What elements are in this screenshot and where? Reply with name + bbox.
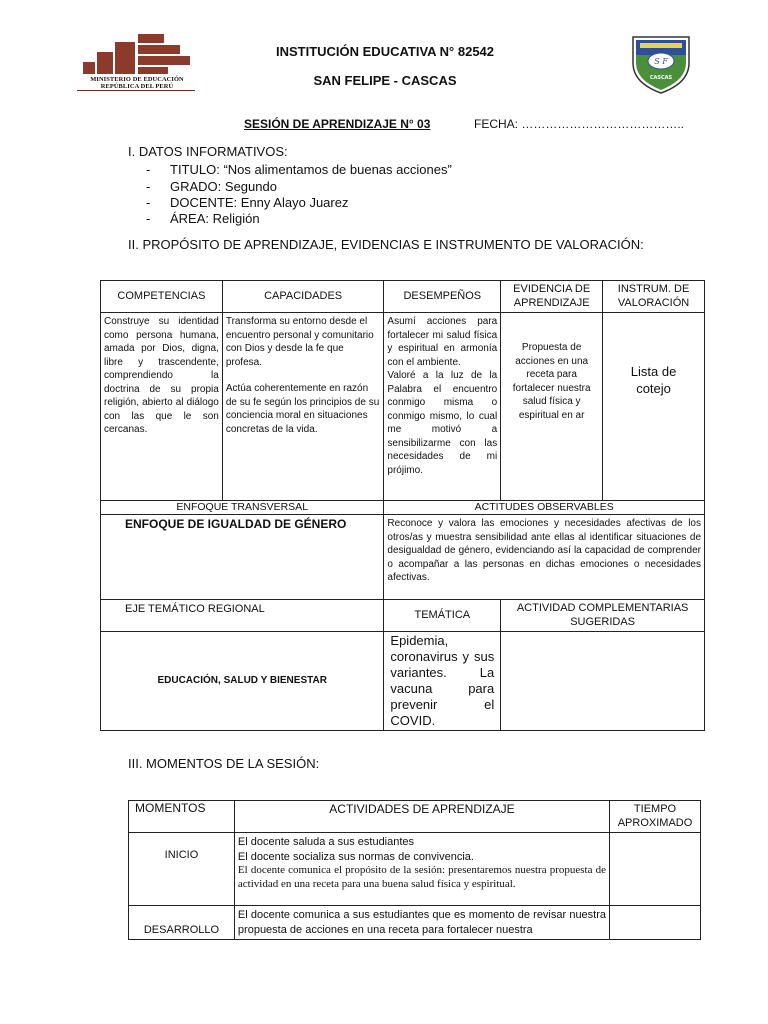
ministry-caption	[75, 76, 199, 90]
inicio-line-1: El docente saluda a sus estudiantes	[237, 836, 415, 848]
enfoque-value: ENFOQUE DE IGUALDAD DE GÉNERO	[101, 515, 384, 600]
emblem-town: CASCAS	[649, 75, 673, 81]
ministry-country: REPÚBLICA DEL PERÚ	[100, 83, 174, 90]
emblem-initials: S F	[654, 57, 668, 66]
capacidad-1: Transforma su entorno desde el encuentro personal y comunitario con Dios y desde la fe que profesa.	[225, 316, 374, 368]
info-area-text: ÁREA: Religión	[170, 211, 260, 226]
actividad-header: ACTIVIDAD COMPLEMENTARIAS SUGERIDAS	[501, 600, 705, 632]
desempeno-2: Valoré a la luz de la Palabra el encuentro conmigo misma o conmigo mismo, lo cual me motivó a sensibilizarme con las necesidades de mi prójimo.	[387, 370, 498, 476]
section-3-heading: III. MOMENTOS DE LA SESIÓN:	[128, 756, 320, 771]
info-teacher: - DOCENTE: Enny Alayo Juarez	[146, 195, 349, 210]
desempeno-1: Asumí acciones para fortalecer mi salud física y espiritual en armonía con el ambiente.	[387, 316, 498, 368]
desarrollo-time	[610, 906, 701, 940]
table-row	[129, 833, 701, 906]
info-teacher-text: DOCENTE: Enny Alayo Juarez	[170, 195, 349, 210]
moments-table	[128, 800, 701, 940]
eje-value: EDUCACIÓN, SALUD Y BIENESTAR	[101, 632, 384, 731]
tematica-header: TEMÁTICA	[384, 600, 501, 632]
desarrollo-activities: El docente comunica a sus estudiantes que es momento de revisar nuestra propuesta de acciones en una receta para fortalecer nuestra	[234, 906, 609, 940]
actitudes-header: ACTITUDES OBSERVABLES	[384, 501, 705, 515]
header-evidencia: EVIDENCIA DE APRENDIZAJE	[501, 281, 603, 313]
ministry-rule	[77, 90, 195, 91]
date-field: FECHA: …………………………………..	[474, 117, 685, 131]
session-title: SESIÓN DE APRENDIZAJE N° 03	[244, 117, 431, 131]
moment-desarrollo: DESARROLLO	[129, 906, 235, 940]
header-desempenos: DESEMPEÑOS	[384, 281, 501, 313]
evidencia-cell: Propuesta de acciones en una receta para fortalecer nuestra salud física y espiritual en ar	[501, 313, 603, 501]
school-place: SAN FELIPE - CASCAS	[313, 73, 457, 88]
header-momentos: MOMENTOS	[129, 801, 235, 833]
inicio-time	[610, 833, 701, 906]
enfoque-header: ENFOQUE TRANSVERSAL	[101, 501, 384, 515]
inicio-activities	[234, 833, 609, 906]
school-name: INSTITUCIÓN EDUCATIVA N° 82542	[275, 44, 495, 59]
header-actividades: ACTIVIDADES DE APRENDIZAJE	[234, 801, 609, 833]
header-instrumento: INSTRUM. DE VALORACIÓN	[603, 281, 705, 313]
instrumento-cell: Lista de cotejo	[603, 313, 705, 501]
purpose-table	[100, 280, 705, 731]
info-area: - ÁREA: Religión	[146, 211, 260, 226]
inicio-line-2: El docente socializa sus normas de convivencia.	[237, 850, 474, 863]
inicio-line-3: El docente comunica el propósito de la sesión: presentaremos nuestra propuesta de actividad en una receta para una buena salud física y espiritual.	[237, 864, 607, 890]
header-tiempo: TIEMPO APROXIMADO	[610, 801, 701, 833]
actitudes-value: Reconoce y valora las emociones y necesidades afectivas de los otros/as y muestra sensibilidad ante ellas al identificar situaciones de desigualdad de género, evidenciando así la capacidad de comprender o acompañar a las personas en dichas emociones o necesidades afectivas.	[384, 515, 705, 600]
info-title: - TITULO: “Nos alimentamos de buenas acciones”	[146, 162, 452, 177]
ministry-name: MINISTERIO DE EDUCACIÓN	[90, 76, 184, 83]
capacidades-cell	[222, 313, 384, 501]
header-capacidades: CAPACIDADES	[222, 281, 384, 313]
section-2-heading: II. PROPÓSITO DE APRENDIZAJE, EVIDENCIAS E INSTRUMENTO DE VALORACIÓN:	[128, 237, 644, 252]
competencia-cell: Construye su identidad como persona humana, amada por Dios, digna, libre y trascendente, comprendiendo la doctrina de su propia religión, abierto al diálogo con las que le son cercanas.	[101, 313, 223, 501]
info-grade: - GRADO: Segundo	[146, 179, 277, 194]
info-grade-text: GRADO: Segundo	[170, 179, 277, 194]
school-emblem-icon	[630, 33, 692, 95]
capacidad-2: Actúa coherentemente en razón de su fe según los principios de su conciencia moral en situaciones concretas de la vida.	[225, 383, 380, 435]
tematica-value: Epidemia, coronavirus y sus variantes. La vacuna para prevenir el COVID.	[384, 632, 501, 731]
actividad-value	[501, 632, 705, 731]
table-row	[129, 906, 701, 940]
info-title-text: TITULO: “Nos alimentamos de buenas acciones”	[170, 162, 452, 177]
eje-header: EJE TEMÁTICO REGIONAL	[101, 600, 384, 632]
desempenos-cell	[384, 313, 501, 501]
section-1-heading: I. DATOS INFORMATIVOS:	[128, 144, 288, 159]
moment-inicio: INICIO	[129, 833, 235, 906]
header-competencias: COMPETENCIAS	[101, 281, 223, 313]
